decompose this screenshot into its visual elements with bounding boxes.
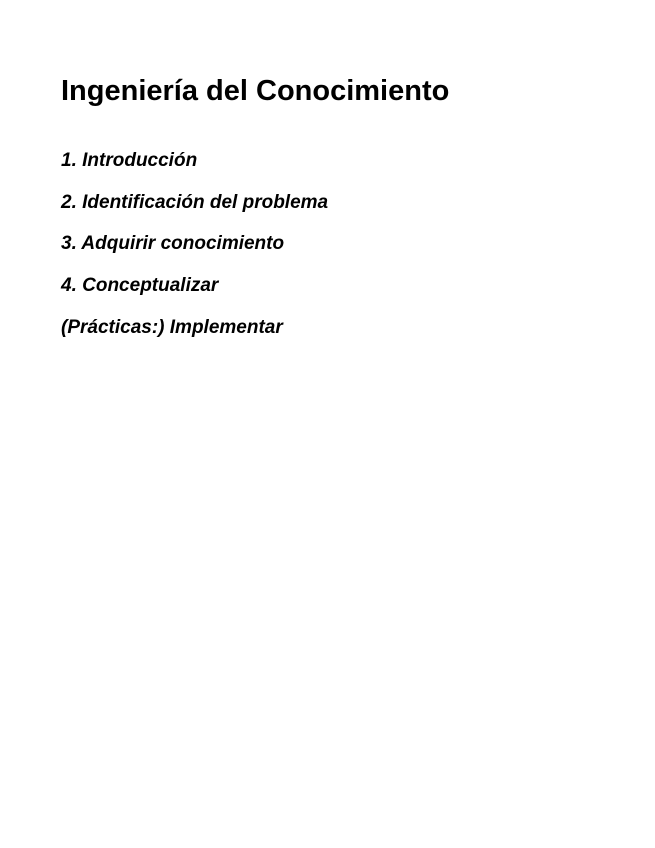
contents-item-adquirir: 3. Adquirir conocimiento <box>61 233 285 255</box>
document-title: Ingeniería del Conocimiento <box>61 75 450 107</box>
contents-item-conceptualizar: 4. Conceptualizar <box>61 275 219 297</box>
contents-list <box>61 148 328 356</box>
contents-item-introduccion: 1. Introducción <box>61 150 198 171</box>
contents-item-identificacion: 2. Identificación del problema <box>61 191 329 213</box>
contents-item-implementar: (Prácticas:) Implementar <box>61 316 283 338</box>
